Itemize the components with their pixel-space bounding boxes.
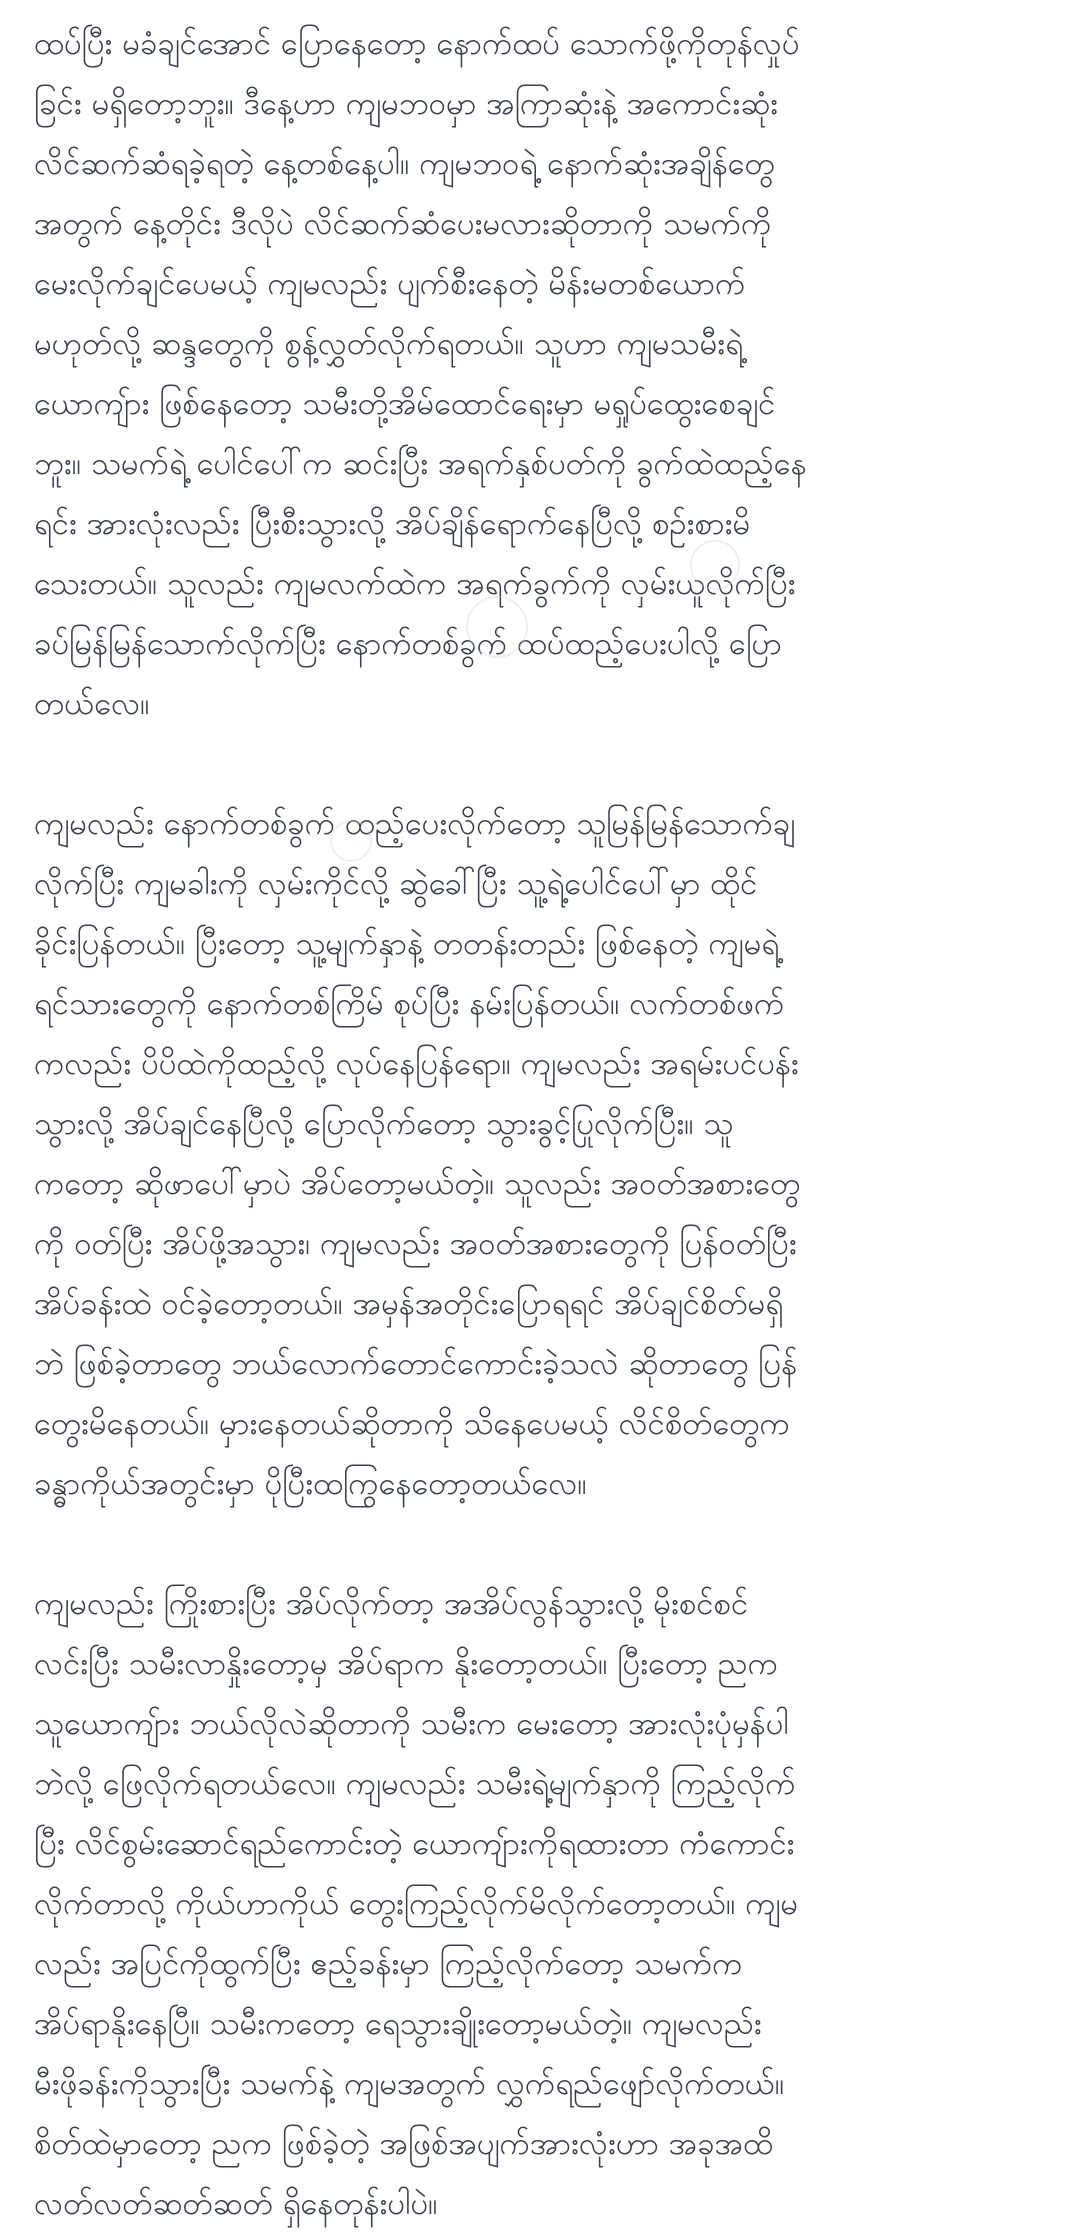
paragraph-2: ကျမလည်း နောက်တစ်ခွက် ထည့်ပေးလိုက်တော့ သူမြန်မြန်သောက်ချ လိုက်ပြီး ကျမခါးကို လှမ်းကိုင်လို့ ဆွဲခေါ်ပြီး သူ့ရဲ့ပေါင်ပေါ်မှာ ထိုင် ခိုင်းပြန်တယ်။ ပြီးတော့ သူ့မျက်နှာနဲ့ တတန်းတည်း ဖြစ်နေတဲ့ ကျမရဲ့ ရင်သားတွေကို နောက်တစ်ကြိမ် စုပ်ပြီး နမ်းပြန်တယ်။ လက်တစ်ဖက် ကလည်း ပိပိထဲကိုထည့်လို့ လုပ်နေပြန်ရော။ ကျမလည်း အရမ်းပင်ပန်း သွားလို့ အိပ်ချင်နေပြီလို့ ပြောလိုက်တော့ သွားခွင့်ပြုလိုက်ပြီး။ သူ ကတော့ ဆိုဖာပေါ်မှာပဲ အိပ်တော့မယ်တဲ့။ သူလည်း အဝတ်အစားတွေ ကို ဝတ်ပြီး အိပ်ဖို့အသွား၊ ကျမလည်း အဝတ်အစားတွေကို ပြန်ဝတ်ပြီး အိပ်ခန်းထဲ ဝင်ခဲ့တော့တယ်။ အမှန်အတိုင်းပြောရရင် အိပ်ချင်စိတ်မရှိ ဘဲ ဖြစ်ခဲ့တာတွေ ဘယ်လောက်တောင်ကောင်းခဲ့သလဲ ဆိုတာတွေ ပြန် တွေးမိနေတယ်။ မှားနေတယ်ဆိုတာကို သိနေပေမယ့် လိင်စိတ်တွေက ခန္ဓာကိုယ်အတွင်းမှာ ပိုပြီးထကြွနေတော့တယ်လေ။ bbox=[34, 806, 801, 1502]
paragraph-spacer bbox=[34, 1514, 1054, 1574]
paragraph-1: ထပ်ပြီး မခံချင်အောင် ပြောနေတော့ နောက်ထပ် သောက်ဖို့ကိုတုန်လှုပ် ခြင်း မရှိတော့ဘူး။ ဒီနေ့ဟာ ကျမဘဝမှာ အကြာဆုံးနဲ့ အကောင်းဆုံး လိင်ဆက်ဆံရခဲ့ရတဲ့ နေ့တစ်နေ့ပါ။ ကျမဘဝရဲ့ နောက်ဆုံးအချိန်တွေ အတွက် နေ့တိုင်း ဒီလိုပဲ လိင်ဆက်ဆံပေးမလားဆိုတာကို သမက်ကို မေးလိုက်ချင်ပေမယ့် ကျမလည်း ပျက်စီးနေတဲ့ မိန်းမတစ်ယောက် မဟုတ်လို့ ဆန္ဒတွေကို စွန့်လွှတ်လိုက်ရတယ်။ သူဟာ ကျမသမီးရဲ့ ယောကျ်ား ဖြစ်နေတော့ သမီးတို့အိမ်ထောင်ရေးမှာ မရှုပ်ထွေးစေချင် ဘူး။ သမက်ရဲ့ ပေါင်ပေါ်က ဆင်းပြီး အရက်နှစ်ပတ်ကို ခွက်ထဲထည့်နေ ရင်း အားလုံးလည်း ပြီးစီးသွားလို့ အိပ်ချိန်ရောက်နေပြီလို့ စဉ်းစားမိ သေးတယ်။ သူလည်း ကျမလက်ထဲက အရက်ခွက်ကို လှမ်းယူလိုက်ပြီး ခပ်မြန်မြန်သောက်လိုက်ပြီး နောက်တစ်ခွက် ထပ်ထည့်ပေးပါလို့ ပြော တယ်လေ။ bbox=[34, 26, 807, 722]
paragraph-3: ကျမလည်း ကြိုးစားပြီး အိပ်လိုက်တာ့ အအိပ်လွန်သွားလို့ မိုးစင်စင် လင်းပြီး သမီးလာနှိုးတော့မှ အိပ်ရာက နိုးတော့တယ်။ ပြီးတော့ ညက သူယောကျ်ား ဘယ်လိုလဲဆိုတာကို သမီးက မေးတော့ အားလုံးပုံမှန်ပါ ဘဲလို့ ဖြေလိုက်ရတယ်လေ။ ကျမလည်း သမီးရဲ့မျက်နှာကို ကြည့်လိုက် ပြီး လိင်စွမ်းဆောင်ရည်ကောင်းတဲ့ ယောကျ်ားကိုရထားတာ ကံကောင်း လိုက်တာလို့ ကိုယ်ဟာကိုယ် တွေးကြည့်လိုက်မိလိုက်တော့တယ်။ ကျမ လည်း အပြင်ကိုထွက်ပြီး ဧည့်ခန်းမှာ ကြည့်လိုက်တော့ သမက်က အိပ်ရာနိုးနေပြီ။ သမီးကတော့ ရေသွားချိုးတော့မယ်တဲ့။ ကျမလည်း မီးဖိုခန်းကိုသွားပြီး သမက်နဲ့ ကျမအတွက် လွှက်ရည်ဖျော်လိုက်တယ်။ စိတ်ထဲမှာတော့ ညက ဖြစ်ခဲ့တဲ့ အဖြစ်အပျက်အားလုံးဟာ အခုအထိ လတ်လတ်ဆတ်ဆတ် ရှိနေတုန်းပါပဲ။ bbox=[34, 1586, 799, 2222]
article-body bbox=[34, 14, 1054, 2234]
paragraph-spacer bbox=[34, 734, 1054, 794]
